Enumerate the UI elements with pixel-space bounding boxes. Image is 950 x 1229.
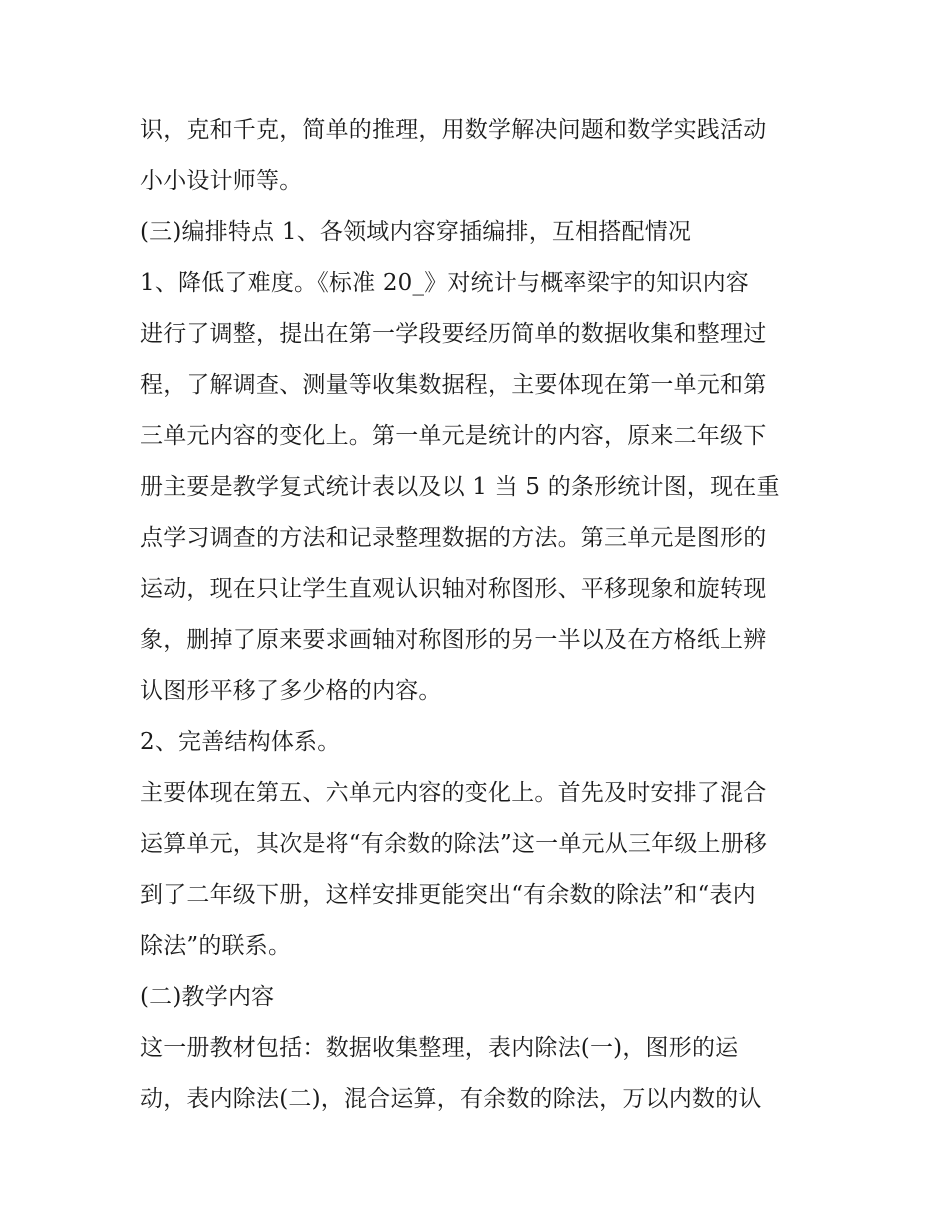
text-line: 除法”的联系。 <box>140 933 292 959</box>
text-line: 认图形平移了多少格的内容。 <box>140 678 442 704</box>
text-line: 运动，现在只让学生直观认识轴对称图形、平移现象和旋转现 <box>140 576 767 602</box>
text-line: 1、降低了难度。《标准 20_》对统计与概率梁宇的知识内容 <box>140 270 750 296</box>
text-line: 程，了解调查、测量等收集数据程，主要体现在第一单元和第 <box>140 372 767 398</box>
text-line: 小小设计师等。 <box>140 168 303 194</box>
text-line: 册主要是教学复式统计表以及以 1 当 5 的条形统计图，现在重 <box>140 474 780 500</box>
text-line: 识，克和千克，简单的推理，用数学解决问题和数学实践活动 <box>140 117 767 143</box>
text-line: 到了二年级下册，这样安排更能突出“有余数的除法”和“表内 <box>140 882 756 908</box>
document-body <box>140 105 820 1125</box>
text-line: 运算单元，其次是将“有余数的除法”这一单元从三年级上册移 <box>140 831 768 857</box>
text-line: 点学习调查的方法和记录整理数据的方法。第三单元是图形的 <box>140 525 767 551</box>
section-heading-line: (二)教学内容 <box>140 984 275 1010</box>
text-line: 象，删掉了原来要求画轴对称图形的另一半以及在方格纸上辨 <box>140 627 767 653</box>
text-line: 三单元内容的变化上。第一单元是统计的内容，原来二年级下 <box>140 423 767 449</box>
text-line: 这一册教材包括：数据收集整理，表内除法(一)，图形的运 <box>140 1035 739 1061</box>
section-heading-line: (三)编排特点 1、各领域内容穿插编排，互相搭配情况 <box>140 219 692 245</box>
text-line: 2、完善结构体系。 <box>140 729 341 755</box>
text-line: 主要体现在第五、六单元内容的变化上。首先及时安排了混合 <box>140 780 767 806</box>
text-line: 动，表内除法(二)，混合运算，有余数的除法，万以内数的认 <box>140 1086 762 1112</box>
text-line: 进行了调整，提出在第一学段要经历简单的数据收集和整理过 <box>140 321 767 347</box>
